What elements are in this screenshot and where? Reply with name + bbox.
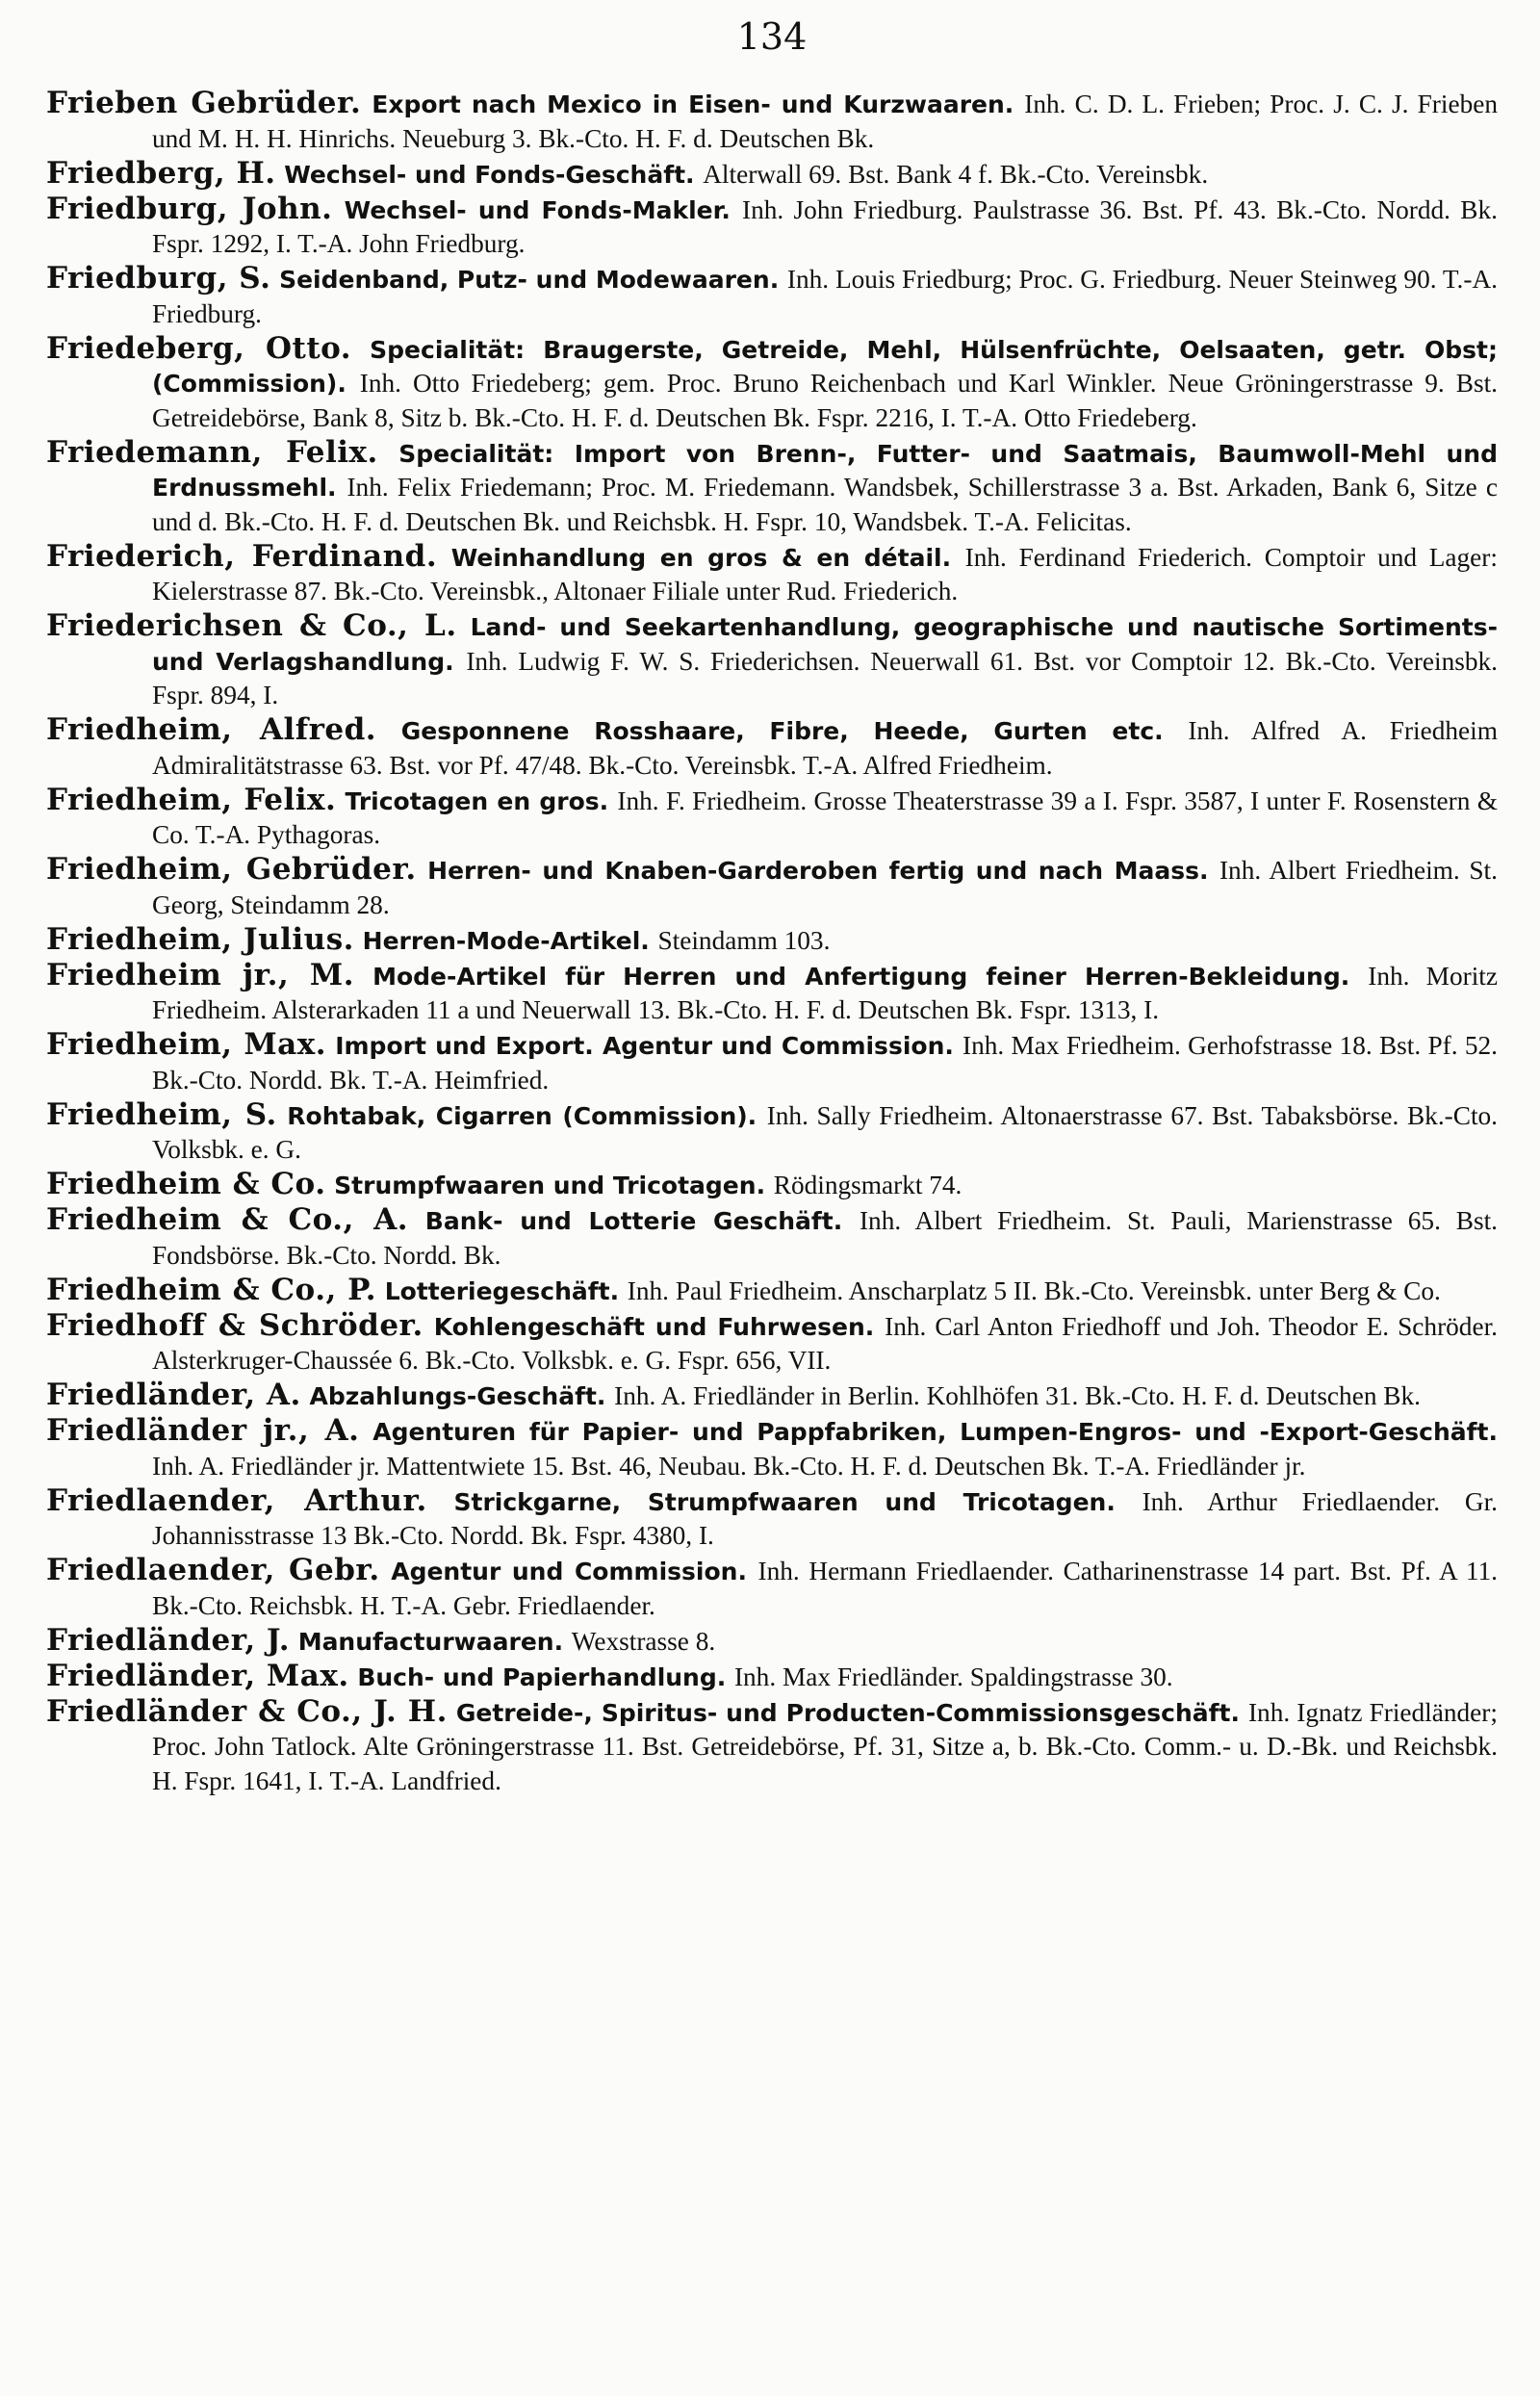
directory-entry xyxy=(46,436,1498,540)
entry-business: Herren- und Knaben-Garderoben fertig und nach Maass. xyxy=(427,857,1209,885)
directory-entry xyxy=(46,1624,1498,1660)
directory-entry xyxy=(46,332,1498,436)
entry-business: Seidenband, Putz- und Modewaaren. xyxy=(279,266,780,294)
directory-entry xyxy=(46,1274,1498,1309)
entry-business: Agentur und Commission. xyxy=(391,1558,747,1585)
entry-name: Friedlaender, Gebr. xyxy=(46,1553,380,1587)
entry-business: Land- und Seekartenhandlung, geographische und nautische Sortiments- und Verlagshandlung. xyxy=(152,613,1498,676)
entry-name: Friedländer jr., A. xyxy=(46,1413,360,1448)
entry-name: Friedeberg, Otto. xyxy=(46,330,352,366)
entry-name: Friedheim, S. xyxy=(46,1096,277,1132)
directory-entry xyxy=(46,1203,1498,1273)
entry-business: Wechsel- und Fonds-Makler. xyxy=(344,195,731,224)
directory-entry xyxy=(46,193,1498,262)
entry-details: Inh. Hermann Friedlaender. Catharinenstrasse 14 part. Bst. Pf. A 11. Bk.-Cto. Reichsbk. H. T.-A. Gebr. Friedlaender. xyxy=(152,1557,1498,1620)
entry-name: Friedhoff & Schröder. xyxy=(46,1307,424,1343)
directory-entry xyxy=(46,1695,1498,1799)
entry-business: Herren-Mode-Artikel. xyxy=(362,926,650,955)
entry-business: Strumpfwaaren und Tricotagen. xyxy=(334,1172,766,1199)
entry-name: Friedburg, John. xyxy=(46,191,333,226)
entry-name: Friedheim & Co. xyxy=(46,1167,326,1201)
entry-name: Friedheim & Co., A. xyxy=(46,1202,409,1237)
entry-name: Friedheim, Alfred. xyxy=(46,712,377,747)
entry-details: Steindamm 103. xyxy=(657,925,831,955)
page-number: 134 xyxy=(736,15,808,58)
entry-details: Inh. A. Friedländer in Berlin. Kohlhöfen 31. Bk.-Cto. H. F. d. Deutschen Bk. xyxy=(614,1381,1421,1410)
entry-business: Kohlengeschäft und Fuhrwesen. xyxy=(433,1312,875,1341)
directory-entry xyxy=(46,713,1498,783)
entry-business: Buch- und Papierhandlung. xyxy=(357,1662,727,1691)
entry-details: Inh. Felix Friedemann; Proc. M. Friedemann. Wandsbek, Schillerstrasse 3 a. Bst. Arkaden, Bank 6, Sitze c und d. Bk.-Cto. H. F. d. Deutschen Bk. und Reichsbk. H. Fspr. 10, Wandsbek. T.-A. Felicitas. xyxy=(152,473,1498,536)
entry-business: Specialität: Import von Brenn-, Futter- und Saatmais, Baumwoll-Mehl und Erdnussmehl. xyxy=(152,439,1498,502)
entry-details: Inh. John Friedburg. Paulstrasse 36. Bst. Pf. 43. Bk.-Cto. Nordd. Bk. Fspr. 1292, I. T.-A. John Friedburg. xyxy=(152,194,1498,258)
entry-details: Inh. Moritz Friedheim. Alsterarkaden 11 a und Neuerwall 13. Bk.-Cto. H. F. d. Deutschen Bk. Fspr. 1313, I. xyxy=(152,961,1498,1024)
entry-details: Inh. Ignatz Friedländer; Proc. John Tatlock. Alte Gröningerstrasse 11. Bst. Getreidebörse, Pf. 31, Sitze a, b. Bk.-Cto. Comm.- u. D.-Bk. und Reichsbk. H. Fspr. 1641, I. T.-A. Landfried. xyxy=(152,1697,1498,1795)
entry-details: Inh. Ludwig F. W. S. Friederichsen. Neuerwall 61. Bst. vor Comptoir 12. Bk.-Cto. Vereinsbk. Fspr. 894, I. xyxy=(152,646,1498,709)
directory-entry xyxy=(46,1378,1498,1414)
entry-name: Friederichsen & Co., L. xyxy=(46,608,457,643)
entry-name: Friedländer & Co., J. H. xyxy=(46,1693,448,1729)
entry-name: Friedheim, Julius. xyxy=(46,921,354,957)
entry-details: Inh. Ferdinand Friederich. Comptoir und Lager: Kielerstrasse 87. Bk.-Cto. Vereinsbk., Altonaer Filiale unter Rud. Friederich. xyxy=(152,542,1498,605)
directory-entry xyxy=(46,1414,1498,1483)
entry-business: Mode-Artikel für Herren und Anfertigung feiner Herren-Bekleidung. xyxy=(372,962,1350,991)
entry-name: Friedheim, Felix. xyxy=(46,782,337,817)
entry-business: Lotteriegeschäft. xyxy=(384,1276,620,1305)
entry-details: Inh. Arthur Friedlaender. Gr. Johannisstrasse 13 Bk.-Cto. Nordd. Bk. Fspr. 4380, I. xyxy=(152,1486,1498,1550)
entry-name: Friedländer, J. xyxy=(46,1622,290,1658)
entry-business: Getreide-, Spiritus- und Producten-Commissionsgeschäft. xyxy=(455,1698,1240,1727)
entry-name: Friedheim, Max. xyxy=(46,1027,327,1062)
directory-entry xyxy=(46,262,1498,331)
entry-details: Inh. Paul Friedheim. Anscharplatz 5 II. Bk.-Cto. Vereinsbk. unter Berg & Co. xyxy=(627,1275,1441,1305)
entry-business: Manufacturwaaren. xyxy=(297,1627,564,1656)
entry-business: Rohtabak, Cigarren (Commission). xyxy=(287,1101,757,1130)
directory-entry xyxy=(46,1098,1498,1168)
directory-entry xyxy=(46,1484,1498,1554)
entry-name: Friederich, Ferdinand. xyxy=(46,538,438,574)
entry-business: Tricotagen en gros. xyxy=(345,786,609,815)
entry-business: Import und Export. Agentur und Commission. xyxy=(335,1032,954,1060)
entry-details: Alterwall 69. Bst. Bank 4 f. Bk.-Cto. Vereinsbk. xyxy=(703,159,1209,189)
directory-entry xyxy=(46,959,1498,1028)
entry-details: Inh. Max Friedheim. Gerhofstrasse 18. Bst. Pf. 52. Bk.-Cto. Nordd. Bk. T.-A. Heimfried. xyxy=(152,1031,1499,1095)
directory-entry xyxy=(46,1168,1498,1203)
entry-business: Agenturen für Papier- und Pappfabriken, Lumpen-Engros- und -Export-Geschäft. xyxy=(372,1418,1498,1446)
entry-name: Friedberg, H. xyxy=(46,155,276,191)
entry-details: Inh. Albert Friedheim. St. Pauli, Marienstrasse 65. Bst. Fondsbörse. Bk.-Cto. Nordd. Bk. xyxy=(152,1206,1499,1270)
entry-name: Friedheim & Co., P. xyxy=(46,1272,377,1307)
entry-name: Friedburg, S. xyxy=(46,261,271,296)
entry-details: Inh. Sally Friedheim. Altonaerstrasse 67. Bst. Tabaksbörse. Bk.-Cto. Volksbk. e. G. xyxy=(152,1100,1498,1164)
directory-entry xyxy=(46,1554,1498,1623)
entry-details: Inh. C. D. L. Frieben; Proc. J. C. J. Frieben und M. H. H. Hinrichs. Neueburg 3. Bk.-Cto. H. F. d. Deutschen Bk. xyxy=(152,90,1498,153)
entry-business: Weinhandlung en gros & en détail. xyxy=(450,543,952,572)
entry-details: Wexstrasse 8. xyxy=(571,1626,716,1656)
entry-details: Inh. Alfred A. Friedheim Admiralitätstrasse 63. Bst. vor Pf. 47/48. Bk.-Cto. Vereinsbk. T.-A. Alfred Friedheim. xyxy=(152,716,1498,780)
directory-entry xyxy=(46,1309,1498,1378)
entry-business: Wechsel- und Fonds-Geschäft. xyxy=(284,160,695,189)
entry-business: Specialität: Braugerste, Getreide, Mehl, Hülsenfrüchte, Oelsaaten, getr. Obst; (Commission). xyxy=(152,335,1498,398)
entry-details: Inh. Carl Anton Friedhoff und Joh. Theodor E. Schröder. Alsterkruger-Chaussée 6. Bk.-Cto. Volksbk. e. G. Fspr. 656, VII. xyxy=(152,1311,1498,1375)
entry-name: Friedlaender, Arthur. xyxy=(46,1482,427,1518)
directory-entry xyxy=(46,157,1498,193)
entry-details: Inh. F. Friedheim. Grosse Theaterstrasse 39 a I. Fspr. 3587, I unter F. Rosenstern & Co. T.-A. Pythagoras. xyxy=(152,786,1498,849)
entry-business: Export nach Mexico in Eisen- und Kurzwaaren. xyxy=(372,90,1014,118)
entry-details: Inh. A. Friedländer jr. Mattentwiete 15. Bst. 46, Neubau. Bk.-Cto. H. F. d. Deutschen Bk. T.-A. Friedländer jr. xyxy=(152,1451,1306,1481)
directory-entry xyxy=(46,784,1498,853)
directory-entry xyxy=(46,1028,1498,1097)
entry-business: Strickgarne, Strumpfwaaren und Tricotagen. xyxy=(453,1487,1116,1516)
entry-business: Gesponnene Rosshaare, Fibre, Heede, Gurten etc. xyxy=(400,717,1164,745)
entry-name: Friedländer, Max. xyxy=(46,1658,349,1693)
entry-details: Inh. Otto Friedeberg; gem. Proc. Bruno Reichenbach und Karl Winkler. Neue Gröningerstrasse 9. Bst. Getreidebörse, Bank 8, Sitz b. Bk.-Cto. H. F. d. Deutschen Bk. Fspr. 2216, I. T.-A. Otto Friedeberg. xyxy=(152,369,1498,432)
entry-name: Friedemann, Felix. xyxy=(46,434,378,470)
entry-business: Abzahlungs-Geschäft. xyxy=(309,1382,606,1410)
directory-entry xyxy=(46,923,1498,959)
entry-details: Rödingsmarkt 74. xyxy=(773,1171,962,1199)
entry-details: Inh. Louis Friedburg; Proc. G. Friedburg. Neuer Steinweg 90. T.-A. Friedburg. xyxy=(152,265,1498,328)
directory-entry xyxy=(46,609,1498,713)
directory-entry xyxy=(46,87,1498,156)
directory-entry xyxy=(46,540,1498,609)
entry-details: Inh. Albert Friedheim. St. Georg, Steindamm 28. xyxy=(152,856,1498,919)
entry-list xyxy=(46,87,1498,1798)
entry-name: Friedländer, A. xyxy=(46,1378,301,1412)
directory-entry xyxy=(46,1660,1498,1695)
entry-details: Inh. Max Friedländer. Spaldingstrasse 30. xyxy=(733,1662,1173,1691)
entry-name: Friedheim, Gebrüder. xyxy=(46,852,417,887)
entry-name: Frieben Gebrüder. xyxy=(46,86,362,120)
entry-name: Friedheim jr., M. xyxy=(46,957,355,992)
entry-business: Bank- und Lotterie Geschäft. xyxy=(424,1207,843,1235)
directory-entry xyxy=(46,853,1498,922)
